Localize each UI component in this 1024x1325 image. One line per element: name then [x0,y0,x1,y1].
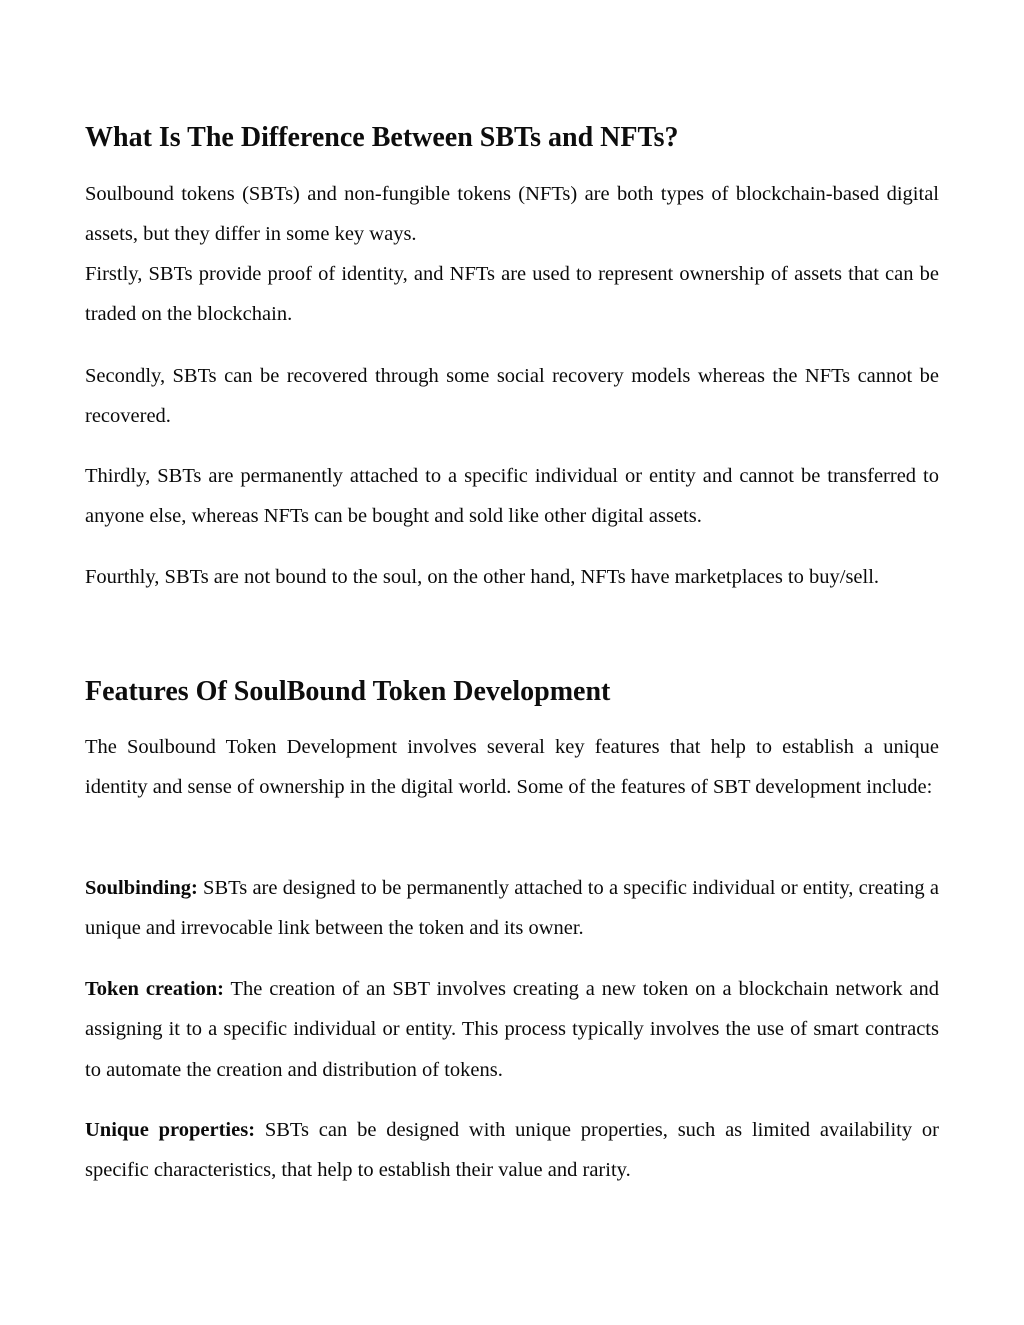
feature-text: SBTs can be designed with unique properties, such as limited availability or specific characteristics, that help to establish their value and rarity. [85,1119,939,1182]
feature-term: Token creation: [85,978,225,1000]
feature-term: Unique properties: [85,1119,256,1141]
feature-text: The creation of an SBT involves creating a new token on a blockchain network and assigning it to a specific individual or entity. This process typically involves the use of smart contracts to automate the creation and distribution of tokens. [85,978,939,1081]
feature-term: Soulbinding: [85,877,198,899]
feature-text: SBTs are designed to be permanently attached to a specific individual or entity, creating a unique and irrevocable link between the token and its owner. [85,877,939,940]
paragraph-thirdly: Thirdly, SBTs are permanently attached to a specific individual or entity and cannot be transferred to anyone else, whereas NFTs can be bought and sold like other digital assets. [85,465,939,528]
paragraph-features-intro: The Soulbound Token Development involves several key features that help to establish a unique identity and sense of ownership in the digital world. Some of the features of SBT development include: [85,736,939,799]
section-heading-sbt-features: Features Of SoulBound Token Development [85,676,611,707]
paragraph-intro: Soulbound tokens (SBTs) and non-fungible tokens (NFTs) are both types of blockchain-based digital assets, but they differ in some key ways. [85,183,939,246]
feature-item [85,969,939,1090]
section-heading-sbt-vs-nft: What Is The Difference Between SBTs and NFTs? [85,122,679,153]
feature-item [85,1110,939,1191]
paragraph-secondly: Secondly, SBTs can be recovered through some social recovery models whereas the NFTs cannot be recovered. [85,365,939,428]
paragraph-firstly: Firstly, SBTs provide proof of identity, and NFTs are used to represent ownership of assets that can be traded on the blockchain. [85,263,939,326]
paragraph-fourthly: Fourthly, SBTs are not bound to the soul, on the other hand, NFTs have marketplaces to buy/sell. [85,566,880,588]
feature-item [85,868,939,949]
